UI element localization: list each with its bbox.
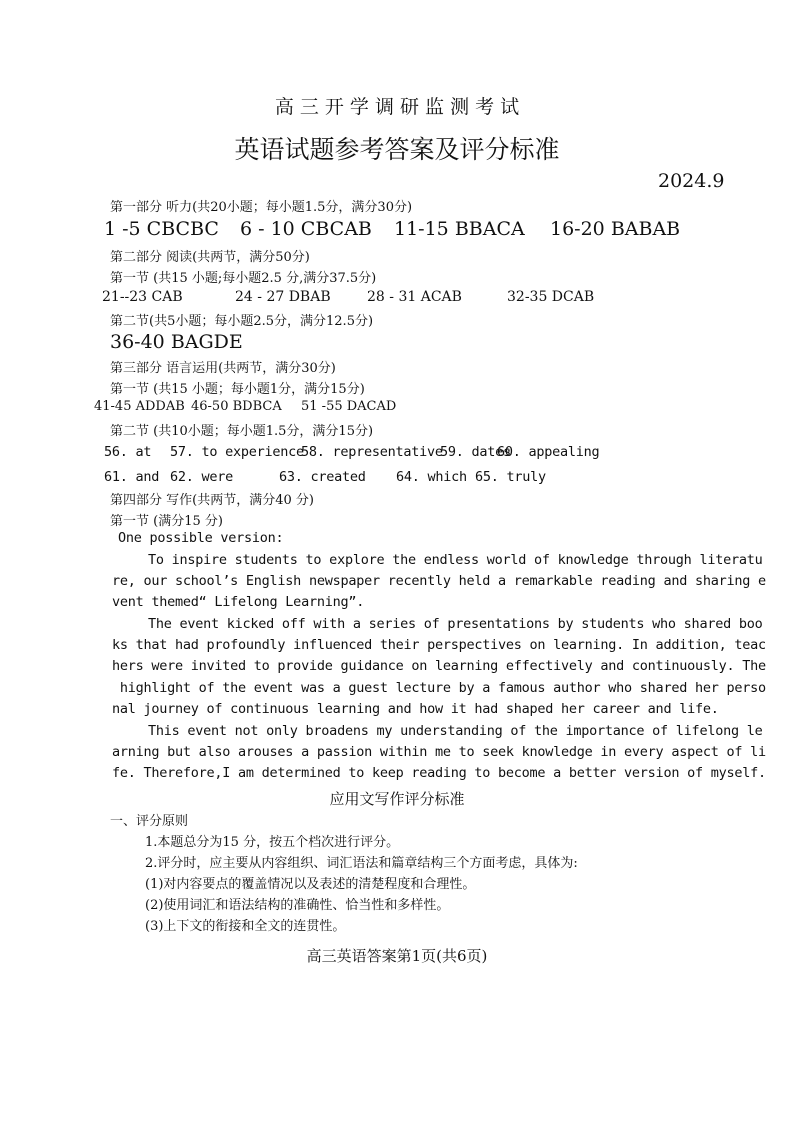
part3-heading: 第三部分 语言运用(共两节，满分30分) (110, 361, 336, 376)
blank-57: 57. to experience (170, 444, 304, 460)
part2-section1-heading: 第一节 (共15 小题;每小题2.5 分,满分37.5分) (110, 271, 377, 286)
blank-65: 65. truly (475, 469, 546, 485)
essay-line: hers were invited to provide guidance on learning effectively and continuously. The (112, 658, 766, 674)
scoring-title: 应用文写作评分标准 (329, 790, 465, 808)
document-title: 英语试题参考答案及评分标准 (234, 135, 560, 164)
essay-line: fe. Therefore,I am determined to keep reading to become a better version of myself. (112, 765, 766, 781)
blank-56: 56. at (104, 444, 152, 460)
part1-answer-3: 11-15 BBACA (394, 218, 525, 240)
scoring-item: (3)上下文的衔接和全文的连贯性。 (145, 919, 346, 934)
part1-answer-4: 16-20 BABAB (550, 218, 681, 240)
part3-answer-2: 46-50 BDBCA (191, 399, 282, 414)
essay-line: ks that had profoundly influenced their perspectives on learning. In addition, teac (112, 637, 766, 653)
essay-line: arning but also arouses a passion within me to seek knowledge in every aspect of li (112, 744, 766, 760)
scoring-principle-heading: 一、评分原则 (110, 814, 189, 829)
page-footer: 高三英语答案第1页(共6页) (306, 947, 488, 965)
essay-line: nal journey of continuous learning and how it had shaped her career and life. (112, 701, 719, 717)
part4-section1-heading: 第一节 (满分15 分) (110, 514, 223, 529)
part1-answer-2: 6 - 10 CBCAB (240, 218, 372, 240)
essay-line: re, our school’s English newspaper recently held a remarkable reading and sharing e (112, 573, 766, 589)
exam-title: 高 三 开 学 调 研 监 测 考 试 (274, 96, 520, 118)
blank-60: 60. appealing (497, 444, 600, 460)
part2-answer-2: 24 - 27 DBAB (235, 289, 331, 305)
part3-answer-3: 51 -55 DACAD (301, 399, 397, 414)
part3-section1-heading: 第一节 (共15 小题；每小题1分，满分15分) (110, 382, 365, 397)
part2-answer-1: 21--23 CAB (102, 289, 183, 305)
part4-heading: 第四部分 写作(共两节，满分40 分) (110, 493, 314, 508)
part3-section2-heading: 第二节 (共10小题；每小题1.5分，满分15分) (110, 424, 374, 439)
scoring-item: 2.评分时，应主要从内容组织、词汇语法和篇章结构三个方面考虑，具体为: (145, 856, 578, 871)
part2-answer-3: 28 - 31 ACAB (367, 289, 462, 305)
essay-line: vent themed“ Lifelong Learning”. (112, 594, 365, 610)
essay-intro: One possible version: (118, 530, 284, 546)
part3-answer-1: 41-45 ADDAB (94, 399, 185, 414)
part1-heading: 第一部分 听力(共20小题；每小题1.5分，满分30分) (110, 200, 413, 215)
scoring-item: (2)使用词汇和语法结构的准确性、恰当性和多样性。 (145, 898, 450, 913)
part2-heading: 第二部分 阅读(共两节，满分50分) (110, 250, 310, 265)
scoring-item: 1.本题总分为15 分，按五个档次进行评分。 (145, 835, 400, 850)
essay-line: This event not only broadens my understanding of the importance of lifelong le (148, 723, 763, 739)
scoring-item: (1)对内容要点的覆盖情况以及表述的清楚程度和合理性。 (145, 877, 476, 892)
blank-62: 62. were (170, 469, 234, 485)
part2-answer-4: 32-35 DCAB (507, 289, 595, 305)
blank-64: 64. which (396, 469, 467, 485)
essay-line: To inspire students to explore the endless world of knowledge through literatu (148, 552, 763, 568)
essay-line: highlight of the event was a guest lecture by a famous author who shared her perso (112, 680, 766, 696)
blank-58: 58. representative (301, 444, 443, 460)
part1-answer-1: 1 -5 CBCBC (104, 218, 219, 240)
part2-section2-answer: 36-40 BAGDE (110, 331, 243, 353)
part2-section2-heading: 第二节(共5小题；每小题2.5分，满分12.5分) (110, 314, 374, 329)
blank-59: 59. dates (440, 444, 511, 460)
document-date: 2024.9 (658, 170, 725, 192)
essay-line: The event kicked off with a series of presentations by students who shared boo (148, 616, 763, 632)
blank-63: 63. created (279, 469, 366, 485)
blank-61: 61. and (104, 469, 160, 485)
